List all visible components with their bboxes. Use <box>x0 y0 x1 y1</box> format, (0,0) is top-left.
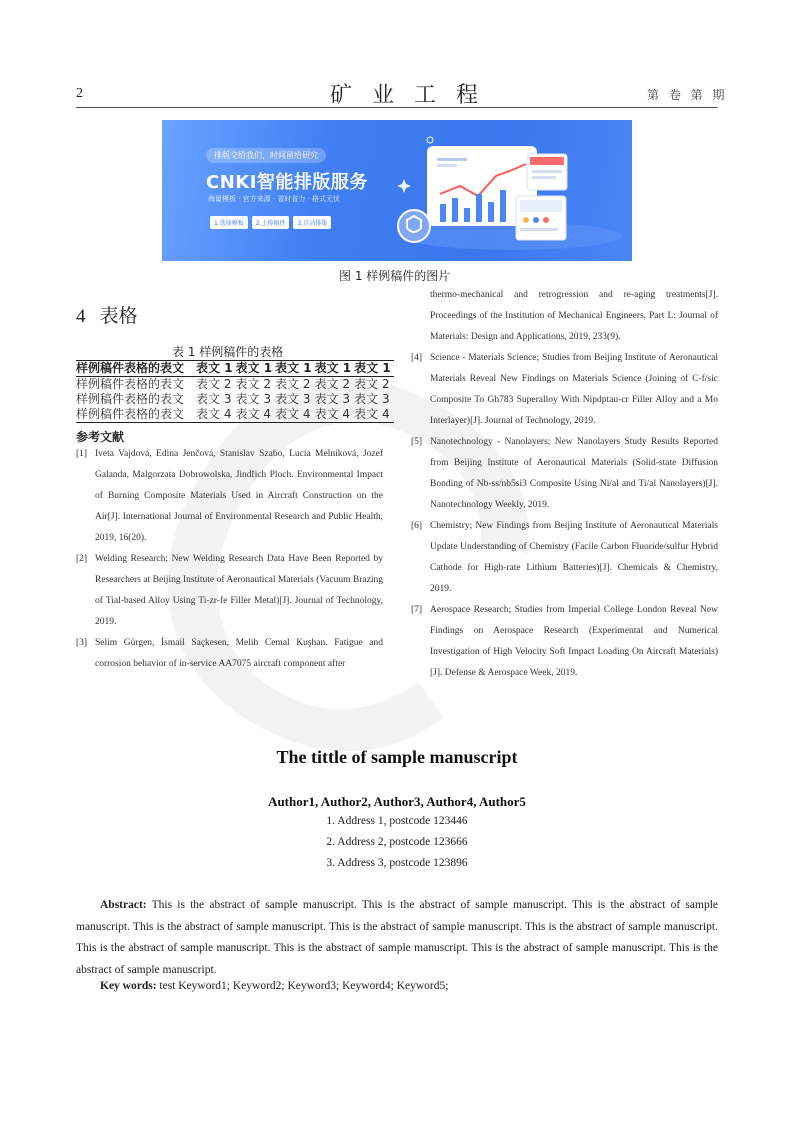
reference-text: Chemistry; New Findings from Beijing Institute of Aeronautical Materials Update Understanding of Chemistry (Facile Carbon Fluoride/sulfur Hybrid Cathode for High-rate Lithium Batteries)[J]. Chemicals & Chemistry, 2019. <box>430 521 718 594</box>
reference-text: thermo-mechanical and retrogression and re-aging treatments[J]. Proceedings of the Institution of Mechanical Engineers, Part L: Journal of Materials: Design and Applications, 2019, 233(9). <box>430 290 718 342</box>
table-row <box>76 377 394 393</box>
table-header-cell: 表文 1 <box>275 361 312 375</box>
banner-headline: CNKI智能排版服务 <box>206 172 368 193</box>
author-address: 1. Address 1, postcode 123446 <box>326 815 468 827</box>
english-abstract <box>76 895 718 981</box>
reference-number: [1] <box>76 449 88 459</box>
reference-item <box>411 600 718 684</box>
english-authors: Author1, Author2, Author3, Author4, Author5 <box>268 794 526 809</box>
table-cell: 表文 4 <box>275 407 311 421</box>
keywords-label: Key words: <box>100 980 157 992</box>
journal-title: 矿业工程 <box>330 83 499 108</box>
reference-number: [5] <box>411 437 423 447</box>
reference-text: Aerospace Research; Studies from Imperial College London Reveal New Findings on Aerospace Research (Experimental and Numerical Investigation of High Velocity Soft Impact Loading On Aircraft Materials)[J]. Defense & Aerospace Week, 2019. <box>430 605 718 678</box>
table-cell: 表文 3 <box>196 392 232 406</box>
references-left-column <box>76 444 383 675</box>
banner-chart-illustration <box>392 124 628 258</box>
table-cell: 表文 2 <box>275 377 311 391</box>
reference-text: Welding Research; New Welding Research Data Have Been Reported by Researchers at Beijing Institute of Aeronautical Materials (Vacuum Brazing of Tial-based Alloy Using Ti-zr-fe Filler Metal)[J]. Journal of Technology, 2019. <box>95 554 383 627</box>
table-cell: 表文 3 <box>235 392 271 406</box>
table-header-cell: 表文 1 <box>314 361 352 375</box>
reference-text: Science - Materials Science; Studies from Beijing Institute of Aeronautical Materials Reveal New Findings on Materials Science (Joining of C-f/sic Composite To Gh783 Superalloy With Nipdptau-cr Filler Alloy and a Mo Interlayer)[J]. Journal of Technology, 2019. <box>430 353 718 426</box>
table-cell: 表文 2 <box>354 377 390 391</box>
figure-banner-image <box>162 120 632 261</box>
reference-item <box>76 444 383 549</box>
table-header-cell: 表文 1 <box>354 361 391 375</box>
banner-step: 3.自动排版 <box>293 216 331 229</box>
table-header-row <box>76 361 394 377</box>
english-title: The tittle of sample manuscript <box>276 747 518 767</box>
reference-text: Iveta Vajdová, Edina Jenčová, Stanislav Szabo, Lucia Melníková, Jozef Galanda, Malgorzata Dobrowolska, Jindřich Ploch. Environmental Impact of Burning Composite Materials Used in Aircraft Construction on the Air[J]. International Journal of Environmental Research and Public Health, 2019, 16(20). <box>95 449 383 543</box>
table-cell: 表文 2 <box>196 377 232 391</box>
table-cell: 表文 4 <box>354 407 390 421</box>
abstract-text: This is the abstract of sample manuscript. This is the abstract of sample manuscript. This is the abstract of sample manuscript. This is the abstract of sample manuscript. This is the abstract of sample manuscript. This is the abstract of sample manuscript. This is the abstract of sample manuscript. This is the abstract of sample manuscript. This is the abstract of sample manuscript. This is the abstract of sample manuscript. <box>76 899 718 976</box>
banner-step: 1.选择模板 <box>210 216 248 229</box>
reference-text: Nanotechnology - Nanolayers; New Nanolayers Study Results Reported from Beijing Institute of Aeronautical Materials (Solid-state Diffusion Bonding of Nb-ss/nb5si3 Composite Using Ni/al and Ti/al Nanolayers)[J]. Nanotechnology Weekly, 2019. <box>430 437 718 510</box>
table-header-cell: 样例稿件表格的表文 <box>76 361 185 375</box>
table-cell: 表文 3 <box>314 392 351 406</box>
references-heading: 参考文献 <box>76 430 125 444</box>
table-row <box>76 392 394 407</box>
abstract-label: Abstract: <box>100 899 147 911</box>
table-caption: 表 1 样例稿件的表格 <box>172 345 284 359</box>
keywords-text: test Keyword1; Keyword2; Keyword3; Keyword4; Keyword5; <box>159 980 449 992</box>
reference-number: [3] <box>76 638 88 648</box>
reference-item <box>76 633 383 675</box>
table-cell: 表文 4 <box>235 407 271 421</box>
table-header-cell: 表文 1 <box>235 361 273 375</box>
figure-caption: 图 1 样例稿件的图片 <box>339 269 451 283</box>
data-table <box>76 360 394 423</box>
banner-steps <box>210 216 331 229</box>
table-cell: 样例稿件表格的表文 <box>76 392 185 406</box>
table-cell: 表文 3 <box>275 392 311 406</box>
header-rule <box>76 107 718 108</box>
reference-number: [2] <box>76 554 88 564</box>
author-address: 2. Address 2, postcode 123666 <box>326 836 468 848</box>
table-cell: 表文 2 <box>235 377 271 391</box>
reference-item <box>411 432 718 516</box>
reference-text: Selim Gürgen, İsmail Saçkesen, Melih Cemal Kuşhan. Fatigue and corrosion behavior of in-service AA7075 aircraft component after <box>95 638 383 669</box>
reference-number: [4] <box>411 353 423 363</box>
table-cell: 样例稿件表格的表文 <box>76 407 185 421</box>
section-title: 表格 <box>99 305 138 327</box>
table-row <box>76 407 394 423</box>
banner-step: 2.上传稿件 <box>252 216 290 229</box>
author-address: 3. Address 3, postcode 123896 <box>326 857 468 869</box>
table-header-cell: 表文 1 <box>196 361 233 375</box>
issue-label: 第 卷 第 期 <box>647 88 728 102</box>
table-cell: 样例稿件表格的表文 <box>76 377 185 391</box>
reference-item <box>411 516 718 600</box>
section-heading <box>76 301 138 328</box>
english-keywords <box>100 980 448 992</box>
banner-features: 海量模板 · 官方来源 · 省时省力 · 格式无忧 <box>208 195 341 203</box>
table-cell: 表文 4 <box>196 407 232 421</box>
table-cell: 表文 3 <box>354 392 390 406</box>
table-cell: 表文 2 <box>314 377 351 391</box>
reference-number: [7] <box>411 605 423 615</box>
references-right-column <box>411 285 718 684</box>
reference-continuation <box>411 285 718 348</box>
section-number: 4 <box>76 306 86 327</box>
banner-tagline: 排版交给我们，时间留给研究 <box>206 148 326 163</box>
page-number: 2 <box>76 86 83 101</box>
reference-item <box>76 549 383 633</box>
reference-number: [6] <box>411 521 423 531</box>
table-cell: 表文 4 <box>314 407 351 421</box>
reference-item <box>411 348 718 432</box>
